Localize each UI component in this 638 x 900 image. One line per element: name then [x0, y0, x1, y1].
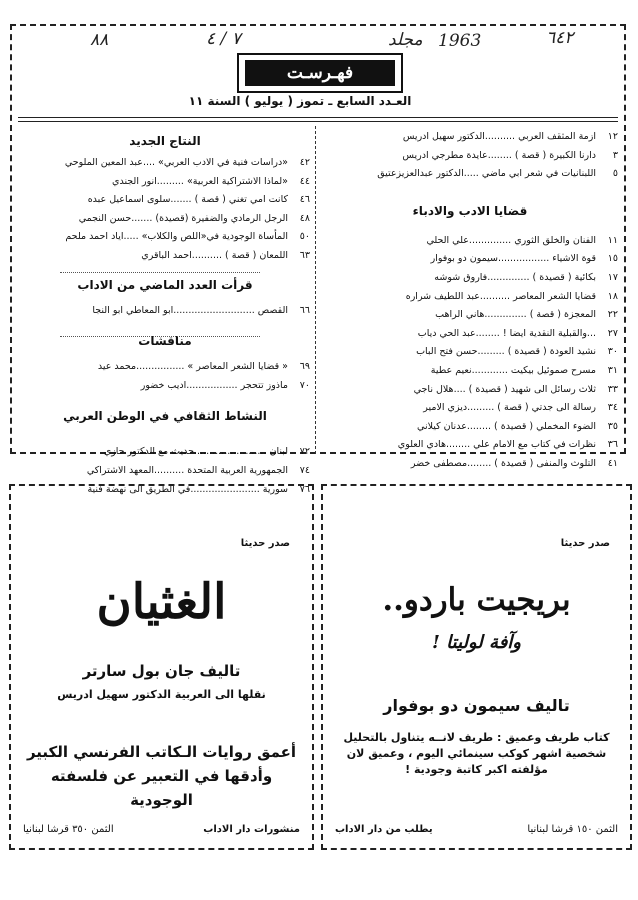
- toc-title-box: [237, 53, 403, 93]
- toc-left-column: [20, 128, 310, 499]
- list-item: ٣٠ نشيد العودة ( قصيدة ) .........حسن فتح الباب: [416, 346, 618, 358]
- list-item: ٢٢ المعجزة ( قصة ) ..............هاني الراهب: [435, 309, 618, 321]
- annotation-left: ٨٨: [90, 30, 109, 50]
- list-item: ٤٤ «لماذا الاشتراكية العربية» .........انور الجندي: [112, 175, 310, 187]
- list-item: ٣٤ رسالة الى جدتي ( قصة ) .........ديزي الامير: [423, 402, 618, 414]
- book-price: الثمن ٣٥٠ قرشا لبنانيا: [23, 824, 114, 835]
- list-item: ٣٥ الضوء المخملي ( قصيدة ) ........عدنان كيلاني: [417, 420, 618, 432]
- list-item: ١٨ قضايا الشعر المعاصر ..........عبد اللطيف شراره: [405, 290, 618, 302]
- list-item: ١٢ ازمة المثقف العربي ..........الدكتور سهيل ادريس: [402, 131, 618, 142]
- book-title: بريجيت باردو..: [382, 582, 571, 618]
- list-item: ٧٦ سورية .......................في الطريق الى نهضة فنية: [87, 483, 310, 495]
- publisher: منشورات دار الاداب: [203, 824, 300, 835]
- divider: [60, 272, 260, 273]
- list-item: ٦٣ اللمعان ( قصة ) ..........احمد الباقري: [141, 249, 310, 261]
- list-item: ٧٢ لبنان ........................حديث مع الدكتور حازي: [103, 446, 310, 458]
- toc-title: فهـرسـت: [245, 60, 395, 86]
- list-item: ٤١ التلوث والمنفى ( قصيدة ) ........مصطفى خضر: [410, 457, 618, 469]
- list-item: ٢٧ ...والقبلية النقدية ايضا ! ........عبد الحي دياب: [417, 327, 618, 339]
- order-info: يطلب من دار الاداب: [335, 824, 433, 835]
- annotation-issue: ٧ / ٤: [206, 29, 241, 49]
- list-item: ٥ اللبنانيات في شعر ابي ماضي .....الدكتور عبدالعزيزعتيق: [377, 168, 618, 180]
- list-item: ٣٦ نظرات في كتاب مع الامام علي ........هادي العلوي: [397, 439, 618, 451]
- book-blurb: أعمق روايات الـكاتب الفرنسي الكبير وأدقها في التعبير عن فلسفته الوجودية: [26, 743, 297, 809]
- list-item: ٧٤ الجمهورية العربية المتحدة ..........المعهد الاشتراكي: [86, 464, 310, 476]
- list-item: ١١ الفنان والخلق الثوري ..............علي الحلي: [426, 234, 618, 246]
- list-item: ٤٦ كانت امي تغني ( قصة ) .......سلوى اسماعيل عبده: [87, 194, 310, 206]
- book-author: تاليف سيمون دو بوفوار: [383, 696, 570, 715]
- list-item: ٦٦ القصص ...........................ابو المعاطي ابو النجا: [92, 304, 310, 316]
- issue-underline: [18, 117, 618, 118]
- book-price: الثمن ١٥٠ قرشا لبنانيا: [527, 824, 618, 835]
- list-item: ٣ دارنا الكبيرة ( قصة ) ........عايدة مطرجي ادريس: [402, 149, 618, 161]
- issue-underline-2: [18, 121, 618, 122]
- ad-label: صدر حديثا: [560, 538, 610, 549]
- list-item: ٤٢ «دراسات فنية في الادب العربي» ....عبد المعين الملوحي: [64, 157, 310, 168]
- ad-brigitte-bardot: [321, 484, 632, 850]
- ad-label: صدر حديثا: [240, 538, 290, 549]
- list-item: ٥٠ المأساة الوجودية في«اللص والكلاب» .....اياد احمد ملحم: [65, 231, 310, 243]
- list-item: ٦٩ « قضايا الشعر المعاصر » ................محمد عيد: [97, 361, 310, 373]
- section-title: النتاج الجديد: [129, 134, 201, 148]
- list-item: ٧٠ ماذوز تتحجر .................اديب خضور: [140, 379, 310, 391]
- annotation-volume: مجلد: [388, 30, 423, 50]
- toc-right-column: [322, 128, 618, 474]
- column-divider: [315, 126, 316, 454]
- ad-nausea: [9, 484, 314, 850]
- book-subtitle: وآفة لوليتا !: [432, 632, 521, 653]
- list-item: ١٥ قوة الاشياء .................سيمون دو بوفوار: [430, 253, 618, 265]
- list-item: ٣٣ ثلاث رسائل الى شهيد ( قصيدة ) ....هلال ناجي: [413, 383, 618, 395]
- annotation-year: 1963: [438, 31, 482, 51]
- list-item: ١٧ بكائية ( قصيدة ) ..............فاروق شوشه: [434, 271, 618, 283]
- divider: [60, 336, 260, 337]
- book-description: كتاب طريف وعميق : طريف لانــه يتناول بالتحليل شخصية اشهر كوكب سينمائي اليوم ، وعميق لان مؤلفته اكبر كاتبة وجودية !: [343, 731, 610, 776]
- book-title: الغثيان: [96, 574, 227, 630]
- book-translator: نقلها الى العربية الدكتور سهيل ادريس: [57, 688, 266, 701]
- section-title: قضايا الادب والادباء: [412, 203, 528, 218]
- book-author: تاليف جان بول سارتر: [82, 662, 241, 680]
- list-item: ٣١ مسرح صموئيل بيكيت ............نعيم عطية: [430, 364, 618, 376]
- list-item: ٤٨ الرجل الرمادي والضفيرة (قصيدة) .......حسن النجمي: [78, 212, 310, 224]
- section-title: مناقشات: [138, 334, 192, 349]
- section-title: قرأت العدد الماضي من الاداب: [77, 277, 253, 292]
- issue-line: العـدد السابع ـ تموز ( يوليو ) السنة ١١: [188, 94, 412, 108]
- annotation-page-ref: ٦٤٢: [546, 28, 574, 48]
- section-title: النشاط الثقافي في الوطن العربي: [63, 409, 267, 424]
